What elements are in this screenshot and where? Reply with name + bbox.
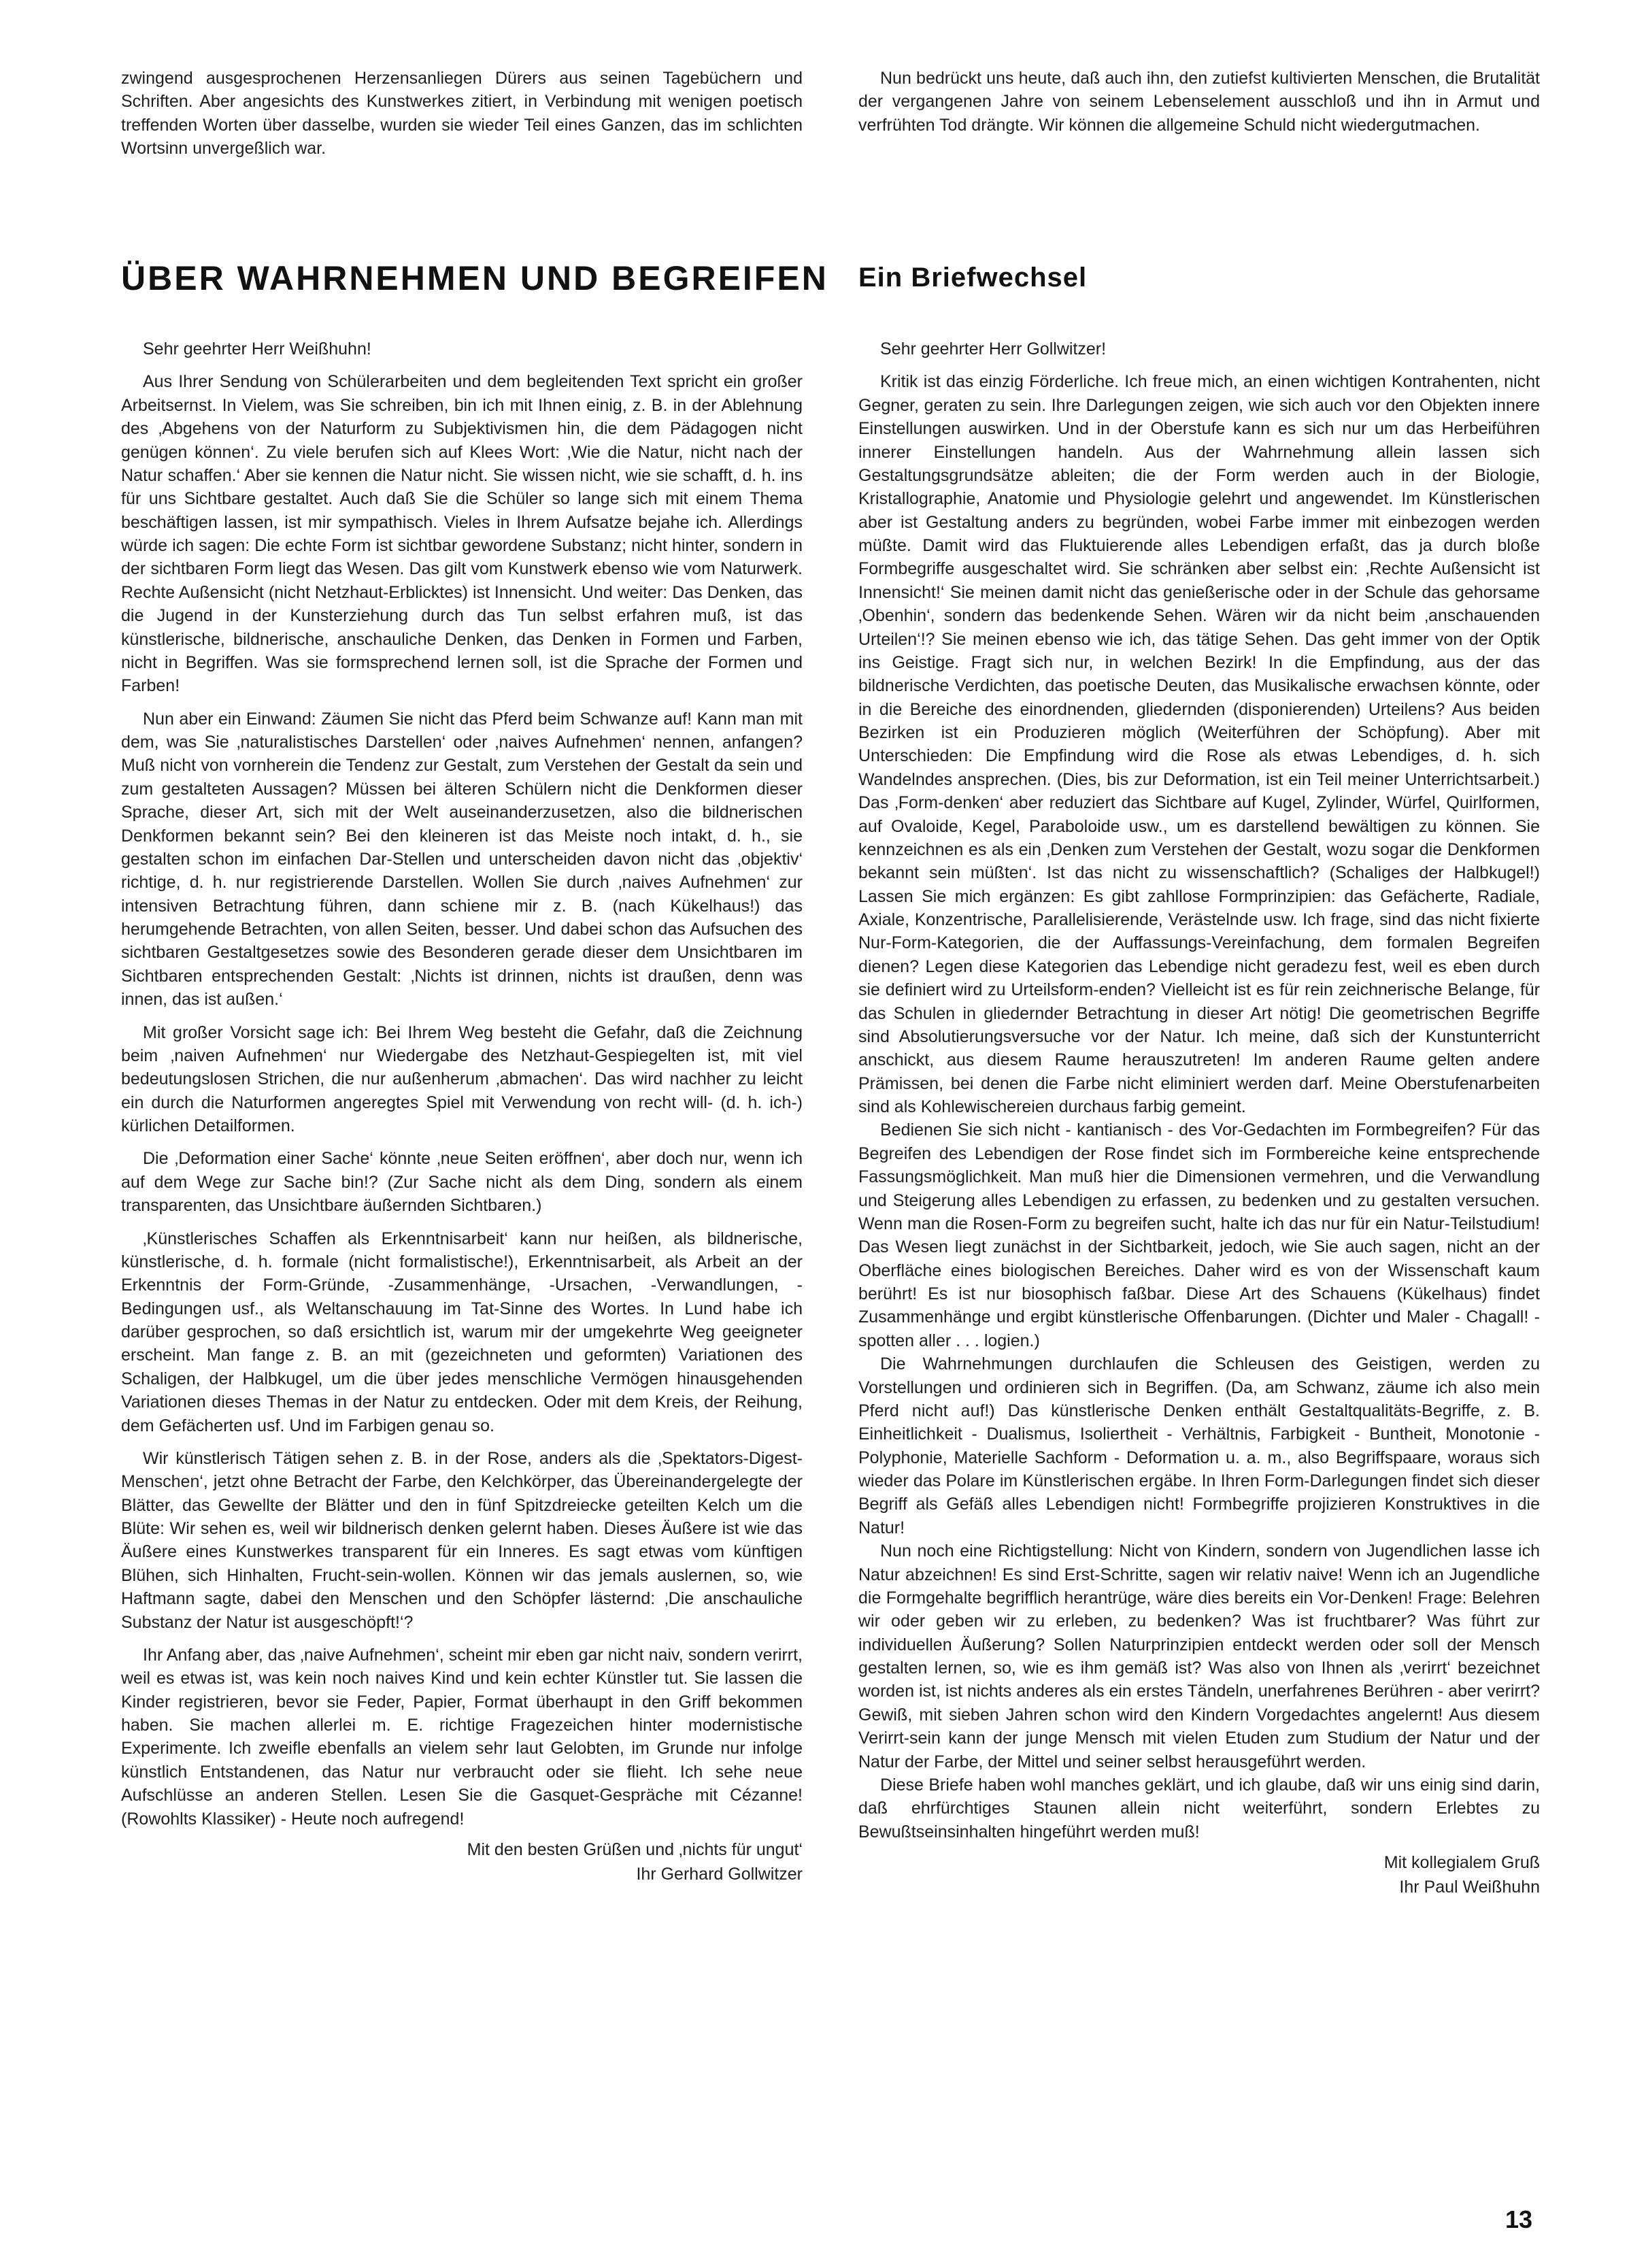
letter1-signature: Ihr Gerhard Gollwitzer [636, 1865, 803, 1884]
letter1-paragraph: Wir künstlerisch Tätigen sehen z. B. in der Rose, anders als die ‚Spektators-Digest-Menschen‘, jetzt ohne Betracht der Farbe, den Kelchkörper, das Übereinandergelegte der Blätter, das Gewellte der Blätter und den in fünf Spitzdreiecke geteilten Kelch um die Blüte: Wir sehen es, weil wir bildnerisch denken gelernt haben. Dieses Äußere ist wie das Äußere eines Kunstwerkes transparent für ein Inneres. Es sagt etwas vom künftigen Blühen, sich Hinhalten, Frucht-sein-wollen. Können wir das jemals auslernen, so, wie Haftmann sagte, dabei den Menschen und den Schöpfer lästernd: ‚Die anschauliche Substanz der Natur ist ausgeschöpft!‘? [121, 1448, 803, 1632]
letter-gollwitzer [121, 337, 803, 1886]
letter2-paragraph: Die Wahrnehmungen durchlaufen die Schleusen des Geistigen, werden zu Vorstellungen und ordinieren sich in Begriffen. (Da, am Schwanz, zäume ich also mein Pferd nicht auf!) Das künstlerische Denken enthält Gestaltqualitäts-Begriffe, z. B. Einheitlichkeit - Dualismus, Isoliertheit - Verhältnis, Farbigkeit - Buntheit, Monotonie - Polyphonie, Materielle Sachform - Deformation u. a. m., also Begriffspaare, woraus sich wieder das Polare im Künstlerischen ergäbe. In Ihren Form-Darlegungen findet sich dieser Begriff als Gefäß alles Lebendigen nicht! Formbegriffe projizieren Konstruktives in die Natur! [858, 1354, 1540, 1537]
letter1-paragraph: Ihr Anfang aber, das ‚naive Aufnehmen‘, scheint mir eben gar nicht naiv, sondern verirrt, weil es etwas ist, was kein noch naives Kind und kein echter Künstler tut. Sie lassen die Kinder registrieren, bevor sie Feder, Papier, Format überhaupt in den Griff bekommen haben. Sie machen allerlei m. E. richtige Fragezeichen hinter modernistische Experimente. Ich zweifle ebenfalls an vielem sehr laut Gelobten, im Grunde nur infolge künstlich Entstandenen, das Natur nur verbraucht oder sie flieht. Ich sehe neue Aufschlüsse an anderen Stellen. Lesen Sie die Gasquet-Gespräche mit Cézanne! (Rowohlts Klassiker) - Heute noch aufregend! [121, 1645, 803, 1829]
top-right-paragraph [858, 67, 1540, 137]
letter2-paragraph: Bedienen Sie sich nicht - kantianisch - des Vor-Gedachten im Formbegreifen? Für das Begreifen des Lebendigen der Rose findet sich im Formbereiche keine entsprechende Fassungsmöglichkeit. Man muß hier die Dimensionen vermehren, und die Verwandlung und Steigerung alles Lebendigen zu erfassen, zu bedenken und zu gestalten versuchen. Wenn man die Rosen-Form zu begreifen sucht, halte ich das nur für ein Natur-Teilstudium! Das Wesen liegt zunächst in der Sichtbarkeit, jedoch, wie Sie auch sagen, nicht an der Oberfläche eines biologischen Bereiches. Daher wird es von der Wissenschaft kaum berührt! Es ist nur biosophisch faßbar. Diese Art des Schauens (Kükelhaus) findet Zusammenhänge und ergibt künstlerische Offenbarungen. (Dichter und Maler - Chagall! - spotten aller . . . logien.) [858, 1120, 1540, 1350]
top-left-text: zwingend ausgesprochenen Herzensanliegen Dürers aus seinen Tagebüchern und Schriften. Aber angesichts des Kunstwerkes zitiert, in Verbindung mit wenigen poetisch treffenden Worten über dasselbe, wurden sie wieder Teil eines Ganzen, das im schlichten Wortsinn unvergeßlich war. [121, 69, 803, 159]
letter2-paragraph: Diese Briefe haben wohl manches geklärt, und ich glaube, daß wir uns einig sind darin, daß ehrfürchtiges Staunen allein nicht weiterführt, sondern Erlebtes zu Bewußtseinsinhalten hingeführt werden muß! [858, 1775, 1540, 1841]
letter2-signature: Ihr Paul Weißhuhn [1399, 1878, 1540, 1897]
letter-weisshuhn [858, 337, 1540, 1900]
letter2-closing [858, 1850, 1540, 1900]
article-title: ÜBER WAHRNEHMEN UND BEGREIFEN [121, 259, 828, 297]
letter2-paragraph: Kritik ist das einzig Förderliche. Ich freue mich, an einen wichtigen Kontrahenten, nicht Gegner, geraten zu sein. Ihre Darlegungen zeigen, wie sich auch vor den Objekten innere Einstellungen auswirken. Und in der Oberstufe kann es sich nur um das Herbeiführen innerer Einstellungen handeln. Aus der Wahrnehmung allein lassen sich Gestaltungsgrundsätze ableiten; die der Form werden auch in der Biologie, Kristallographie, Anatomie und Physiologie gelehrt und angewendet. Im Künstlerischen aber ist Gestaltung anders zu begründen, wobei Farbe immer mit einbezogen werden müßte. Damit wird das Fluktuierende alles Lebendigen erfaßt, das ja durch bloße Formbegriffe ausgeschaltet wird. Sie schränken aber selbst ein: ‚Rechte Außensicht ist Innensicht!‘ Sie meinen damit nicht das genießerische oder in der Schule das gehorsame ‚Obenhin‘, sondern das bedenkende Sehen. Wären wir da nicht beim ‚anschauenden Urteilen‘!? Sie meinen ebenso wie ich, das tätige Sehen. Das geht immer von der Optik ins Geistige. Fragt sich nur, in welchen Bezirk! In die Empfindung, aus der das bildnerische Verdichten, das poetische Deuten, das Musikalische erwachsen könnte, oder in die Bereiche des einordnenden, gliedernden (disponierenden) Urteilens? Aus beiden Bezirken ist ein Produzieren möglich (Weiterführen der Schöpfung). Aber mit Unterschieden: Die Empfindung wird die Rose als etwas Lebendiges, d. h. sich Wandelndes ansprechen. (Dies, bis zur Deformation, ist ein Teil meiner Unterrichtsarbeit.) Das ‚Form-denken‘ aber reduziert das Sichtbare auf Kugel, Zylinder, Würfel, Quirlformen, auf Ovaloide, Kegel, Paraboloide usw., um es darstellend bewältigen zu können. Sie kennzeichnen es als ein ‚Denken zum Verstehen der Gestalt, wozu sogar die Denkformen bekannt sein müßten‘. Ist das nicht zu wissenschaftlich? (Schaliges der Halbkugel!) Lassen Sie mich ergänzen: Es gibt zahllose Formprinzipien: das Gefächerte, Radiale, Axiale, Konzentrische, Parallelisierende, Verästelnde usw. Ich frage, sind das nicht fixierte Nur-Form-Kategorien, die der Auffassungs-Vereinfachung, dem formalen Begreifen dienen? Legen diese Kategorien das Lebendige nicht geradezu fest, weil es eben durch sie definiert wird zu Urteilsform-enden? Vielleicht ist es für rein zeichnerische Belange, für das Schulen in gliedernder Betrachtung in dieser Art nötig! Die geometrischen Begriffe sind Absolutierungsversuche vor der Natur. Ich meine, daß sich der Kunstunterricht anschickt, aus diesem Raume herauszutreten! Im anderen Raume gelten andere Prämissen, bei denen die Farbe nicht eliminiert werden darf. Meine Oberstufenarbeiten sind als Kohlewischereien durchaus farbig gemeint. [858, 372, 1540, 1116]
page-number: 13 [1505, 2205, 1532, 2233]
letter1-closing-greeting: Mit den besten Grüßen und ‚nichts für ungut‘ [467, 1839, 803, 1859]
letter2-closing-greeting: Mit kollegialem Gruß [1383, 1853, 1540, 1872]
top-right-text: Nun bedrückt uns heute, daß auch ihn, den zutiefst kultivierten Menschen, die Brutalität der vergangenen Jahre von seinem Lebenselement ausschloß und ihn in Armut und verfrühten Tod drängte. Wir können die allgemeine Schuld nicht wiedergutmachen. [858, 69, 1540, 135]
top-left-paragraph [121, 67, 803, 161]
letter1-paragraph: ‚Künstlerisches Schaffen als Erkenntnisarbeit‘ kann nur heißen, als bildnerische, künstlerische, d. h. formale (nicht formalistische!), Erkenntnisarbeit, als Arbeit an der Erkenntnis der Form-Gründe, -Zusammenhänge, -Ursachen, -Verwandlungen, -Bedingungen usf., als Weltanschauung im Tat-Sinne des Wortes. In Lund habe ich darüber gesprochen, so daß ersichtlich ist, warum mir der umgekehrte Weg geeigneter erscheint. Man fange z. B. an mit (gezeichneten und geformten) Variationen des Schaligen, der Halbkugel, um die über jedes menschliche Vermögen hinausgehenden Variationen dieses Themas in der Natur zu entdecken. Oder mit dem Kreis, der Reihung, dem Gefächerten usf. Und im Farbigen genau so. [121, 1229, 803, 1435]
letter1-paragraph: Aus Ihrer Sendung von Schülerarbeiten und dem begleitenden Text spricht ein großer Arbeitsernst. In Vielem, was Sie schreiben, bin ich mit Ihnen einig, z. B. in der Ablehnung des ‚Abgehens von der Naturform zu Subjektivismen hin, die dem Pädagogen nicht genügen können‘. Zu viele berufen sich auf Klees Wort: ‚Wie die Natur, nicht nach der Natur schaffen.‘ Aber sie kennen die Natur nicht. Sie wissen nicht, wie sie schafft, d. h. ins für uns Sichtbare gestaltet. Auch daß Sie die Schüler so lange sich mit einem Thema beschäftigen lassen, ist mir sympathisch. Vieles in Ihrem Aufsatze bejahe ich. Allerdings würde ich sagen: Die echte Form ist sichtbar gewordene Substanz; nicht hinter, sondern in der sichtbaren Form liegt das Wesen. Das gilt vom Kunstwerk ebenso wie vom Naturwerk. Rechte Außensicht (nicht Netzhaut-Erblicktes) ist Innensicht. Und weiter: Das Denken, das die Jugend in der Kunsterziehung durch das Tun selbst erfahren muß, ist das künstlerische, bildnerische, anschauliche Denken, das Denken in Formen und Farben, nicht in Begriffen. Was sie formsprechend lernen soll, ist die Sprache der Formen und Farben! [121, 372, 803, 696]
letter1-closing [121, 1837, 803, 1887]
letter1-paragraph: Nun aber ein Einwand: Zäumen Sie nicht das Pferd beim Schwanze auf! Kann man mit dem, was Sie ‚naturalistisches Darstellen‘ oder ‚naives Aufnehmen‘ nennen, anfangen? Muß nicht von vornherein die Tendenz zur Gestalt, zum Verstehen der Gestalt da sein und zum gestalteten Aussagen? Müssen bei älteren Schülern nicht die Denkformen dieser Sprache, dieser Art, sich mit der Welt auseinanderzusetzen, also die bildnerischen Denkformen bekannt sein? Bei den kleineren ist das Meiste noch intakt, d. h., sie gestalten schon im einfachen Dar-Stellen und unterscheiden davon nicht das ‚objektiv‘ richtige, d. h. nur registrierende Darstellen. Wollen Sie durch ‚naives Aufnehmen‘ zur intensiven Betrachtung führen, dann schiene mir z. B. (nach Kükelhaus!) das herumgehende Betrachten, von allen Seiten, besser. Und dabei schon das Aufsuchen des sichtbaren Gestaltgesetzes sowie des Besonderen gerade dieser dem Unsichtbaren im Sichtbaren entsprechenden Gestalt: ‚Nichts ist drinnen, nichts ist draußen, denn was innen, das ist außen.‘ [121, 709, 803, 1010]
letter1-paragraph: Die ‚Deformation einer Sache‘ könnte ‚neue Seiten eröffnen‘, aber doch nur, wenn ich auf dem Wege zur Sache bin!? (Zur Sache nicht als dem Ding, sondern als einem transparenten, das Unsichtbare äußernden Sichtbaren.) [121, 1149, 803, 1216]
letter1-paragraph: Mit großer Vorsicht sage ich: Bei Ihrem Weg besteht die Gefahr, daß die Zeichnung beim ‚naiven Aufnehmen‘ nur Wiedergabe des Netzhaut-Gespiegelten ist, mit viel bedeutungslosen Strichen, die nur außenherum ‚abmachen‘. Das wird nachher zu leicht ein durch die Naturformen angeregtes Spiel mit Verwendung von recht will- (d. h. ich-) kürlichen Detailformen. [121, 1022, 803, 1135]
letter2-paragraph: Nun noch eine Richtigstellung: Nicht von Kindern, sondern von Jugendlichen lasse ich Natur abzeichnen! Es sind Erst-Schritte, sagen wir relativ naive! Wenn ich an Jugendliche die Formgehalte begrifflich herantrüge, wäre dies bereits ein Vor-Denken! Frage: Belehren wir oder geben wir zu erleben, zu bedenken? Was ist fruchtbarer? Was führt zur individuellen Äußerung? Sollen Naturprinzipien entdeckt werden oder soll der Mensch gestalten lernen, so, wie es ihm gemäß ist? Was also von Ihnen als ‚verirrt‘ bezeichnet worden ist, ist nichts anderes als ein erstes Tändeln, unerfahrenes Berühren - aber verirrt? Gewiß, mit sieben Jahren schon wird den Kindern Vorgedachtes angelernt! Aus diesem Verirrt-sein kann der junge Mensch mit vielen Etuden zum Studium der Natur und der Natur der Farbe, der Mittel und seiner selbst herausgeführt werden. [858, 1541, 1540, 1771]
letter1-salutation: Sehr geehrter Herr Weißhuhn! [143, 339, 371, 358]
article-subtitle: Ein Briefwechsel [858, 263, 1088, 293]
letter2-salutation: Sehr geehrter Herr Gollwitzer! [880, 339, 1107, 358]
